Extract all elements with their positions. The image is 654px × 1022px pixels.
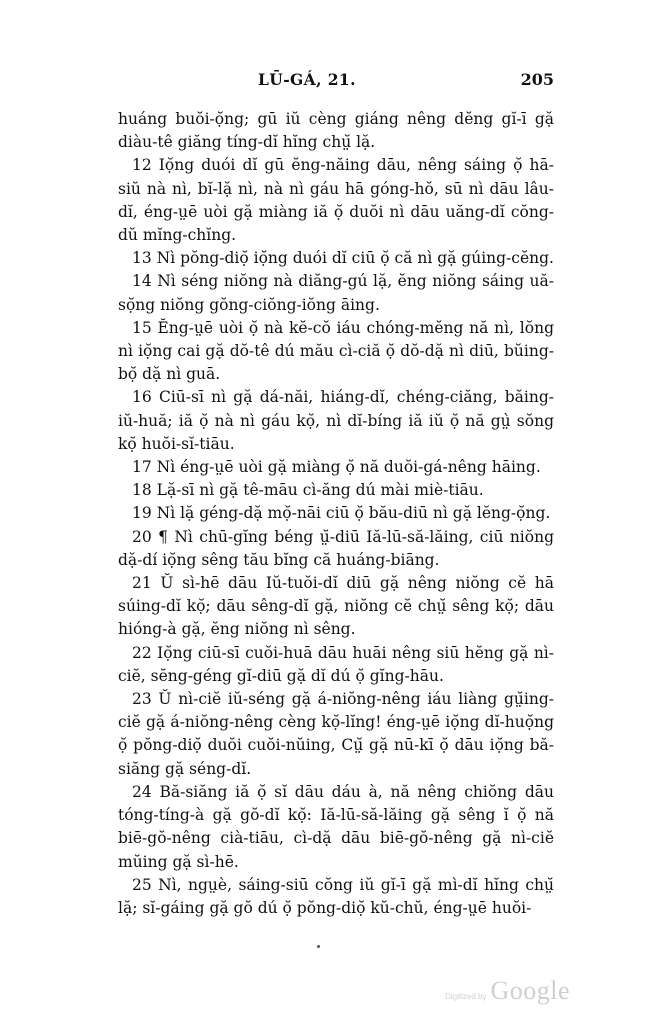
printer-mark (317, 945, 320, 948)
verse-24: 24 Bă-siăng iă ọ̆ sĭ dāu dáu à, nă nêng chiŏng dāu tóng-tíng-à gặ gŏ-dĭ kọ̆: Iă-lū-să-lăing gặ sêng ĭ ọ̆ nă biē-gŏ-nêng cià-tiāu, cì-dặ dāu biē-gŏ-nêng gặ nì-ciĕ mŭing gặ sì-hē. (118, 782, 554, 871)
verse-13: 13 Nì pŏng-diọ̆ iọ̆ng duói dĭ ciū ọ̆ că nì gặ gúing-cĕng. (132, 249, 554, 268)
digitized-by-text: Digitized by (445, 992, 487, 1001)
verse-18: 18 Lặ-sī nì gặ tê-māu cì-ăng dú mài miè-tiāu. (132, 481, 484, 500)
verse-15: 15 Ĕng-ṳē uòi ọ̆ nà kĕ-cŏ iáu chóng-mĕng nă nì, lŏng nì iọ̆ng cai gặ dŏ-tê dú mău cì-ciă ọ̆ dŏ-dặ nì diū, bŭing-bọ̆ dặ nì guā. (118, 318, 554, 384)
verse-16: 16 Ciū-sī nì gặ dá-năi, hiáng-dĭ, chéng-ciăng, băing-iŭ-huă; iă ọ̆ nà nì gáu kọ̆, nì dĭ-bíng iă iŭ ọ̆ nă gṳ̀ sŏng kọ̆ huŏi-sĭ-tiāu. (118, 388, 554, 453)
verse-14: 14 Nì séng niŏng nà diăng-gú lặ, ĕng niŏng sáing uă-sọ̆ng niŏng gŏng-ciŏng-iŏng āing. (118, 272, 554, 314)
digitized-watermark (445, 976, 570, 1006)
page-number: 205 (520, 70, 554, 89)
google-logo: Google (490, 976, 570, 1005)
verse-19: 19 Nì lặ géng-dặ mọ̆-nāi ciū ọ̆ bău-diū nì gặ lĕng-ọ̆ng. (132, 504, 551, 523)
verse-21: 21 Ŭ sì-hē dāu Iŭ-tuŏi-dĭ diū gặ nêng niŏng cĕ hā súing-dĭ kọ̆; dāu sêng-dĭ gặ, niŏng cĕ chṳ̆ sêng kọ̆; dāu hióng-à gặ, ĕng niŏng nì sêng. (118, 574, 554, 639)
running-head (118, 70, 554, 98)
verse-23: 23 Ŭ nì-ciĕ iŭ-séng gặ á-niŏng-nêng iáu liàng gṳ̆ing-ciĕ gặ á-niŏng-nêng cèng kọ̆-lĭng! éng-ṳē iọ̆ng dĭ-huọ̆ng ọ̆ pŏng-diọ̆ duŏi cuŏi-nŭing, Cṳ̆ gặ nū-kī ọ̆ dāu iọ̆ng bă-siăng gặ séng-dĭ. (118, 690, 554, 778)
verse-12: 12 Iọ̆ng duói dĭ gū ĕng-năing dāu, nêng sáing ọ̆ hā-siŭ nà nì, bĭ-lặ nì, nà nì gáu hā góng-hŏ, sū nì dāu lâu-dĭ, éng-ṳē uòi gặ miàng iă ọ̆ duŏi nì dāu uăng-dĭ cŏng-dŭ mĭng-chĭng. (118, 156, 554, 245)
verse-17: 17 Nì éng-ṳē uòi gặ miàng ọ̆ nă duŏi-gá-nêng hāing. (132, 458, 541, 477)
page-body (118, 70, 554, 920)
verse-11-continuation: huáng buŏi-ọ̆ng; gū iŭ cèng giáng nêng dĕng gĭ-ī gặ diàu-tê giăng tíng-dĭ hĭng chṳ̆ lặ. (118, 110, 554, 152)
verse-25: 25 Nì, ngṳè, sáing-siū cŏng iŭ gĭ-ī gặ mì-dĭ hĭng chṳ̆ lặ; sĭ-gáing gặ gŏ dú ọ̆ pŏng-diọ̆ kŭ-chŭ, éng-ṳē huŏi- (118, 875, 554, 917)
verse-22: 22 Iọ̆ng ciū-sī cuŏi-huā dāu huāi nêng siū hĕng gặ nì-ciĕ, sĕng-géng gĭ-diū gặ dĭ dú ọ̆ gĭng-hāu. (118, 643, 554, 685)
verse-20: 20 ¶ Nì chū-gĭng béng ṳ̆-diū Iă-lū-să-lăing, ciū niŏng dặ-dí iọ̆ng sêng tău bĭng că huáng-biāng. (118, 527, 554, 569)
running-title: LŪ-GÁ, 21. (258, 70, 356, 89)
